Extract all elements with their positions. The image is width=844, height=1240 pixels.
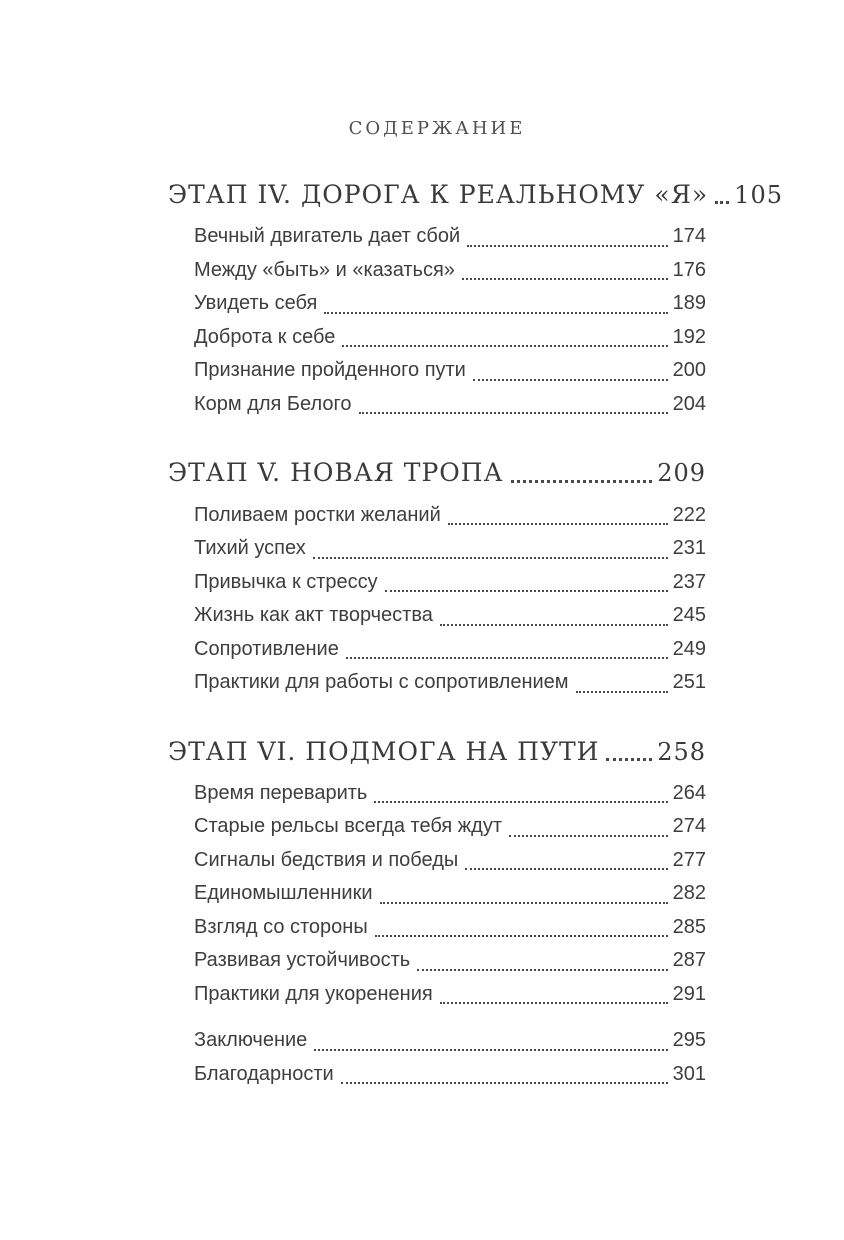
toc-item [168,532,706,566]
dot-leader [417,969,667,971]
dot-leader [467,245,667,247]
toc-item-page-number: 264 [672,781,706,804]
toc-item [168,321,706,355]
toc-item-label: Старые рельсы всегда тебя ждут [194,815,502,838]
toc-item-label: Единомышленники [194,882,373,905]
toc-item [168,1058,706,1092]
toc-item [168,911,706,945]
toc-section-heading-page-number: 105 [734,181,784,209]
toc-item-label: Поливаем ростки желаний [194,503,441,526]
toc-item-page-number: 301 [672,1062,706,1085]
toc-item-page-number: 174 [672,225,706,248]
toc-item [168,633,706,667]
toc-item-page-number: 282 [672,882,706,905]
toc-item [168,599,706,633]
toc-section [168,179,784,421]
toc-item-label: Благодарности [194,1062,334,1085]
toc-item-page-number: 237 [672,570,706,593]
dot-leader [341,1082,668,1084]
toc-item [168,287,706,321]
toc-item-page-number: 176 [672,258,706,281]
toc-item [168,254,706,288]
toc-item-page-number: 277 [672,848,706,871]
toc-item-label: Тихий успех [194,537,306,559]
dot-leader [313,557,668,559]
toc-item-page-number: 189 [672,292,706,315]
toc-item-label: Практики для укоренения [194,982,433,1005]
toc-item-label: Взгляд со стороны [194,915,368,938]
toc-item-page-number: 222 [672,503,706,526]
dot-leader [342,345,667,347]
toc-item-page-number: 274 [672,815,706,838]
toc-section-heading [168,179,784,210]
toc-item-page-number: 285 [672,915,706,938]
toc-item [168,220,706,254]
toc-item-label: Вечный двигатель дает сбой [194,225,461,248]
toc-item-label: Жизнь как акт творчества [194,604,433,626]
dot-leader [473,379,668,381]
toc-item [168,566,706,600]
dot-leader [346,657,668,659]
dot-leader [606,758,652,761]
toc-item-page-number: 245 [672,604,706,626]
dot-leader [715,201,729,204]
dot-leader [440,1002,668,1004]
toc-item-page-number: 200 [672,359,706,382]
toc-item-label: Привычка к стрессу [194,570,378,593]
dot-leader [385,590,668,592]
dot-leader [448,523,668,525]
toc-section-heading-page-number: 209 [657,459,706,488]
toc-item-page-number: 249 [672,637,706,660]
toc-item-label: Корм для Белого [194,392,352,415]
toc-section-heading [168,457,706,488]
dot-leader [511,480,653,483]
toc-item [168,944,706,978]
dot-leader [576,691,668,693]
dot-leader [359,412,668,414]
toc-item-page-number: 251 [672,671,706,693]
toc-item [168,388,706,422]
dot-leader [465,868,667,870]
toc-section-heading-page-number: 258 [657,737,706,766]
toc-item-label: Время переварить [194,781,368,804]
toc-sections [168,179,784,1091]
toc-item-label: Увидеть себя [194,292,318,315]
toc-item-label: Сигналы бедствия и победы [194,848,459,871]
toc-section [168,736,706,1012]
dot-leader [380,902,668,904]
toc-item [168,354,706,388]
toc-section [168,1024,706,1091]
toc-section-heading-label: ЭТАП V. НОВАЯ ТРОПА [168,458,504,488]
toc-item-page-number: 291 [672,982,706,1005]
toc-item [168,978,706,1012]
toc-section-heading-label: ЭТАП VI. ПОДМОГА НА ПУТИ [168,736,600,766]
toc-title: СОДЕРЖАНИЕ [348,118,526,139]
toc-item-label: Доброта к себе [194,325,336,348]
dot-leader [324,312,667,314]
toc-item-label: Развивая устойчивость [194,949,411,972]
toc-item-page-number: 204 [672,392,706,415]
dot-leader [375,935,668,937]
dot-leader [440,624,668,626]
toc-section-heading [168,736,706,767]
toc-item-label: Практики для работы с сопротивлением [194,671,569,693]
toc-item-page-number: 295 [672,1029,706,1052]
toc-item-label: Признание пройденного пути [194,359,466,382]
toc-item-page-number: 192 [672,325,706,348]
toc-item-label: Заключение [194,1029,308,1052]
dot-leader [314,1049,667,1051]
toc-item [168,810,706,844]
dot-leader [509,835,668,837]
toc-section-heading-label: ЭТАП IV. ДОРОГА К РЕАЛЬНОМУ «Я» [168,180,709,209]
toc-item-page-number: 287 [672,949,706,972]
toc-item [168,666,706,700]
toc-item [168,877,706,911]
toc-item [168,1024,706,1058]
toc-item [168,499,706,533]
dot-leader [462,278,668,280]
toc-item [168,777,706,811]
toc-item-label: Сопротивление [194,637,339,660]
toc-item [168,844,706,878]
toc-item-label: Между «быть» и «казаться» [194,258,455,281]
toc-section [168,457,706,699]
dot-leader [374,801,667,803]
toc-item-page-number: 231 [672,537,706,559]
